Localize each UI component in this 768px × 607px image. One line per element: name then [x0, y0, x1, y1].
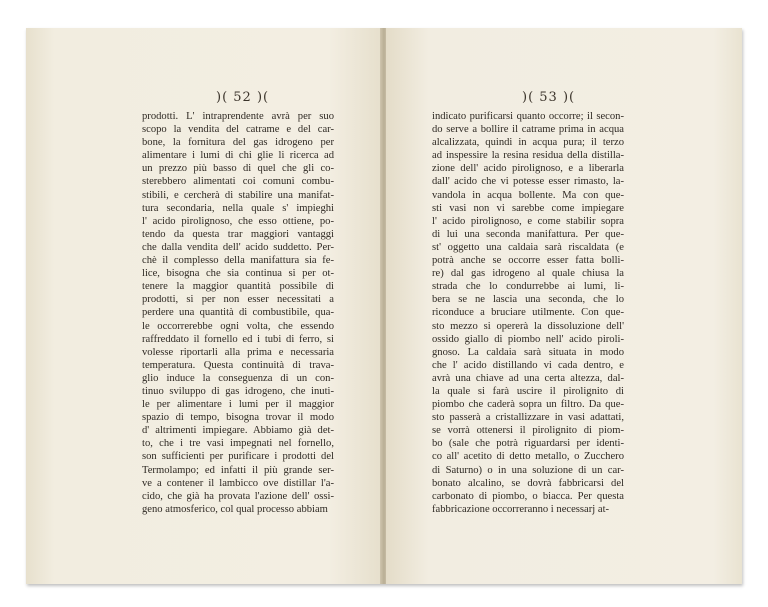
open-book [26, 28, 742, 584]
left-page [26, 28, 382, 584]
text-line: ossido giallo di piombo nell' acido piroli- [432, 333, 624, 345]
text-line: alimentare i lumi di chi glie li ricerca ad [142, 150, 334, 162]
text-line: to, che i tre vasi impegnati nel fornello, [142, 438, 334, 450]
text-line: bera se ne lascia una seconda, che lo [432, 294, 624, 306]
text-line: volesse riportarli alla prima e necessaria [142, 346, 334, 358]
text-line: di lui una seconda manifattura. Per que- [432, 228, 624, 240]
text-line: che dalla vendita dell' acido suddetto. Per- [142, 241, 334, 253]
text-line: le occorrerebbe ogni volta, che essendo [142, 320, 334, 332]
text-line: ad inspessire la resina residua della distilla- [432, 150, 624, 162]
text-line: sto passerà a cristallizzare in vasi adattati, [432, 412, 624, 424]
text-line: tinuo sviluppo di gas idrogeno, che inuti- [142, 385, 334, 397]
text-line: piombo che caderà sopra un filtro. Da que- [432, 399, 624, 411]
text-line: re) dal gas idrogeno al quale chiusa la [432, 268, 624, 280]
text-line: spazio di tempo, bisogna trovar il modo [142, 412, 334, 424]
text-line: riconduce a bruciare utilmente. Con que- [432, 307, 624, 319]
text-line: le per alimentare i lumi per il maggior [142, 399, 334, 411]
text-line: sto mezzo si opererà la dissoluzione dell' [432, 320, 624, 332]
text-line: bo (sale che potrà riguardarsi per identi- [432, 438, 624, 450]
text-line: ve a contener il lambicco ove distillar l'a- [142, 477, 334, 489]
text-line: avrà una chiave ad una certa altezza, dal- [432, 372, 624, 384]
left-page-text [142, 110, 334, 516]
text-line: vandola in acqua bollente. Ma con que- [432, 189, 624, 201]
text-line: l' acido pirolignoso, e come stabilir sopra [432, 215, 624, 227]
text-line: do serve a bollire il catrame prima in acqua [432, 124, 624, 136]
text-line: potrà anche se occorre esser fatta bolli- [432, 255, 624, 267]
right-page [386, 28, 742, 584]
text-line: zione dell' acido pirolignoso, e a liberarla [432, 163, 624, 175]
text-line: son sufficienti per purificare i prodotti del [142, 451, 334, 463]
text-line: glio induce la conseguenza di un con- [142, 372, 334, 384]
text-line: tura secondaria, nella quale s' impieghi [142, 202, 334, 214]
text-line: sterebbero alimentati coi comuni combu- [142, 176, 334, 188]
text-line: prodotti, si per non esser necessitati a [142, 294, 334, 306]
text-line: dall' acido che vi potesse esser rimasto, la- [432, 176, 624, 188]
text-line: bonato alcalino, se dovrà fabbricarsi del [432, 477, 624, 489]
text-line: scopo la vendita del catrame e del car- [142, 124, 334, 136]
text-line: prodotti. L' intraprendente avrà per suo [142, 111, 334, 122]
text-line: fabbricazione occorreranno i necessarj at- [432, 503, 610, 515]
text-line: co all' acetito di detto metallo, o Zucchero [432, 451, 624, 463]
text-line: carbonato di piombo, o biacca. Per questa [432, 490, 624, 502]
text-line: alcalizzata, quindi in acqua pura; il terzo [432, 137, 624, 149]
text-line: indicato purificarsi quanto occorre; il secon- [432, 111, 624, 122]
page-number-right: )( 53 )( [522, 90, 576, 105]
text-line: lice, bisogna che sia continua si per ot- [142, 268, 334, 280]
text-line: tendo da questa trar maggiori vantaggi [142, 228, 334, 240]
text-line: tenere la maggior quantità possibile di [142, 281, 334, 293]
text-line: st' oggetto una caldaia sarà riscaldata (e [432, 241, 624, 253]
page-number-left: )( 52 )( [216, 90, 270, 105]
text-line: d' altrimenti impiegare. Abbiamo già det- [142, 425, 334, 437]
text-line: stibili, e cercherà di stabilire una manifat- [142, 189, 334, 201]
text-line: Termolampo; ed infatti il più grande ser- [142, 464, 334, 476]
text-line: la quale si farà uscire il pirolignito di [432, 385, 624, 397]
text-line: raffreddato il fornello ed i tubi di ferro, si [142, 333, 334, 345]
text-line: perdere una quantità di combustibile, qua- [142, 307, 334, 319]
text-line: di Saturno) o in una soluzione di un car- [432, 464, 624, 476]
text-line: cido, che già ha provata l'azione dell' ossi- [142, 490, 334, 502]
text-line: chè il complesso della manifattura sia fe- [142, 255, 334, 267]
text-line: che l' acido distillando vi cada dentro, e [432, 359, 624, 371]
text-line: strada che lo condurrebbe ai lumi, li- [432, 281, 624, 293]
text-line: bone, la fornitura del gas idrogeno per [142, 137, 334, 149]
text-line: gnoso. La caldaia sarà situata in modo [432, 346, 624, 358]
text-line: sti vasi non vi sarebbe come impiegare [432, 202, 624, 214]
text-line: se vorrà ottenersi il pirolignito di piom- [432, 425, 624, 437]
text-line: un prezzo più basso di quel che gli co- [142, 163, 334, 175]
text-line: temperatura. Questa continuità di trava- [142, 359, 334, 371]
right-page-text [432, 110, 624, 516]
text-line: l' acido pirolignoso, che esso ottiene, po- [142, 215, 334, 227]
text-line: geno atmosferico, col qual processo abbiam [142, 503, 328, 515]
